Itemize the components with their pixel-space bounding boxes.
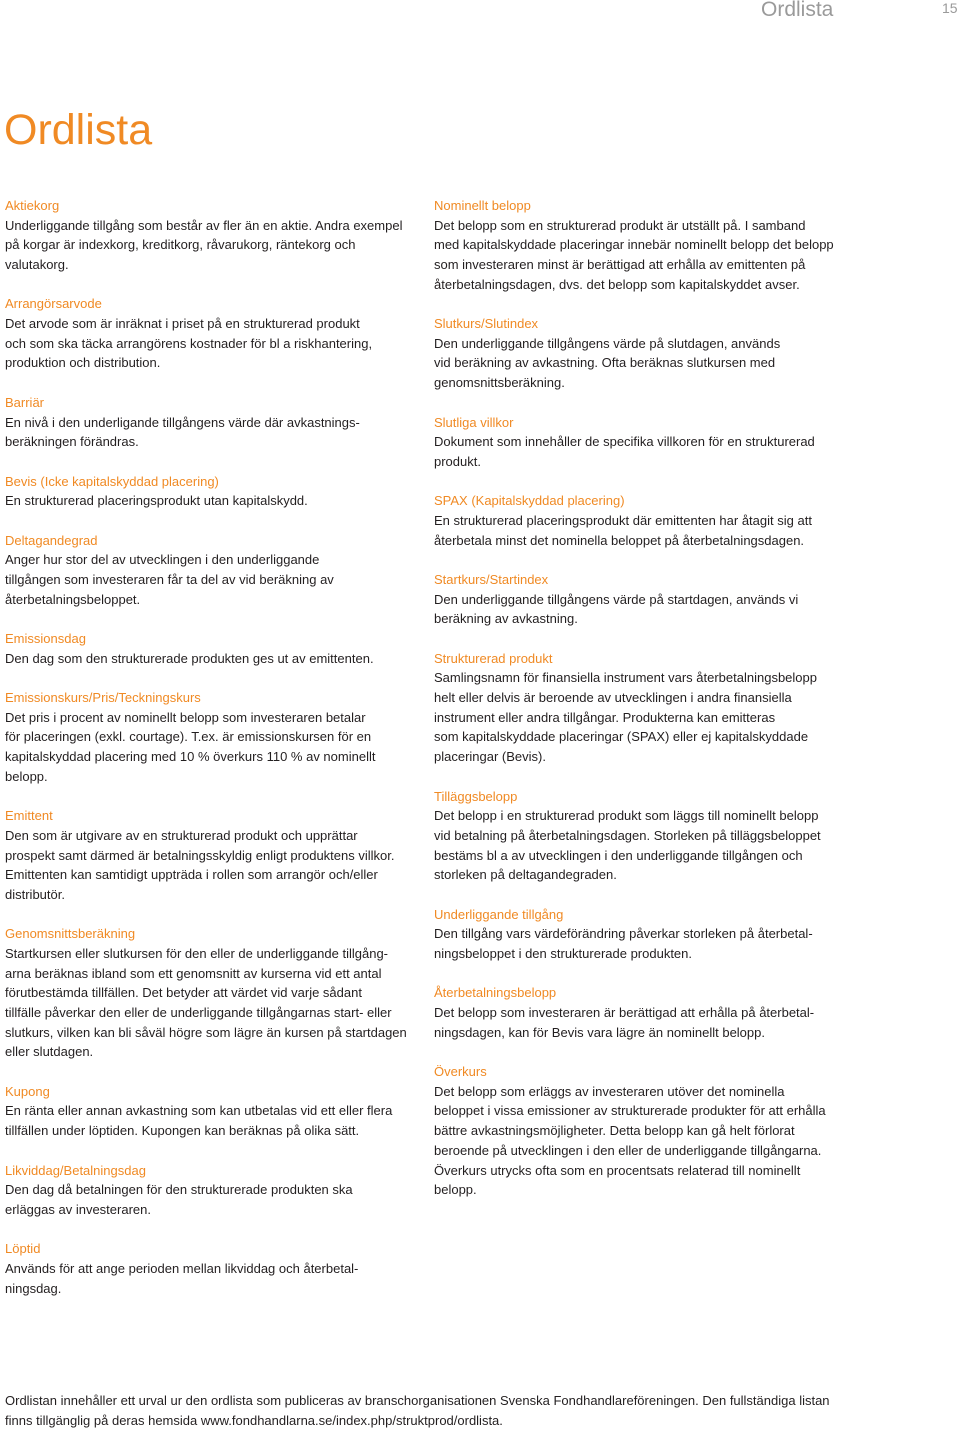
glossary-entry bbox=[434, 649, 954, 767]
entry-text-line: ningsdagen, kan för Bevis vara lägre än nominellt belopp. bbox=[434, 1024, 765, 1040]
entry-term: Barriär bbox=[5, 394, 45, 410]
entry-text-line: Det belopp i en strukturerad produkt som läggs till nominellt belopp bbox=[434, 808, 819, 824]
entry-text-line: Den som är utgivare av en strukturerad produkt och upprättar bbox=[5, 827, 358, 843]
entry-text-line: belopp. bbox=[5, 768, 48, 784]
glossary-entry bbox=[5, 629, 423, 668]
glossary-entry bbox=[5, 393, 423, 452]
entry-text-line: Det belopp som en strukturerad produkt är utställt på. I samband bbox=[434, 217, 806, 233]
entry-term: Startkurs/Startindex bbox=[434, 572, 549, 587]
glossary-right-column bbox=[434, 196, 954, 1220]
entry-text-line: Det belopp som erläggs av investeraren utöver det nominella bbox=[434, 1083, 785, 1099]
entry-term: Nominellt belopp bbox=[434, 198, 531, 213]
entry-text-line: tillfällen under löptiden. Kupongen kan beräknas på olika sätt. bbox=[5, 1123, 360, 1139]
page-number: 15 bbox=[942, 0, 958, 16]
entry-text-line: och som ska täcka arrangörens kostnader för bl a riskhantering, bbox=[5, 335, 373, 351]
entry-text-line: förutbestämda tillfällen. Det betyder att värdet vid varje sådant bbox=[5, 985, 362, 1001]
glossary-entry bbox=[434, 570, 954, 629]
entry-text-line: valutakorg. bbox=[5, 257, 69, 273]
glossary-entry bbox=[5, 806, 423, 904]
entry-text-line: Det pris i procent av nominellt belopp som investeraren betalar bbox=[5, 709, 366, 725]
footer-line: Ordlistan innehåller ett urval ur den ordlista som publiceras av branschorganisationen Svenska Fondhandlareföreningen. Den fullständiga listan bbox=[5, 1393, 830, 1408]
entry-text-line: som kapitalskyddade placeringar (SPAX) eller ej kapitalskyddade bbox=[434, 729, 809, 745]
entry-text-line: belopp. bbox=[434, 1182, 477, 1198]
glossary-entry bbox=[434, 787, 954, 885]
entry-text-line: beloppet i vissa emissioner av strukturerade produkter för att erhålla bbox=[434, 1103, 826, 1119]
entry-term: Bevis (Icke kapitalskyddad placering) bbox=[5, 473, 219, 489]
entry-text-line: Underliggande tillgång som består av fler än en aktie. Andra exempel bbox=[5, 217, 403, 233]
entry-term: Återbetalningsbelopp bbox=[434, 985, 557, 1001]
entry-text-line: Används för att ange perioden mellan likviddag och återbetal- bbox=[5, 1260, 359, 1276]
entry-text-line: Det arvode som är inräknat i priset på en strukturerad produkt bbox=[5, 316, 360, 332]
entry-term: Deltagandegrad bbox=[5, 532, 98, 548]
entry-text-line: erläggas av investeraren. bbox=[5, 1201, 151, 1217]
entry-text-line: slutkurs, vilken kan bli såväl högre som lägre än kursen på startdagen bbox=[5, 1024, 407, 1040]
glossary-entry bbox=[5, 196, 423, 275]
entry-text-line: beräkning av avkastning. bbox=[434, 611, 578, 627]
footer-note bbox=[5, 1391, 955, 1430]
entry-text-line: tillfälle påverkar den eller de underliggande tillgångarnas start- eller bbox=[5, 1005, 392, 1021]
entry-text-line: placeringar (Bevis). bbox=[434, 749, 546, 765]
entry-term: Aktiekorg bbox=[5, 198, 60, 213]
entry-text-line: på korgar är indexkorg, kreditkorg, råvarukorg, räntekorg och bbox=[5, 237, 356, 253]
footer-line: finns tillgänglig på deras hemsida www.fondhandlarna.se/index.php/struktprod/ordlista. bbox=[5, 1412, 503, 1428]
entry-text-line: återbetalningsdagen, dvs. det belopp som kapitalskyddet avser. bbox=[434, 276, 800, 292]
entry-term: SPAX (Kapitalskyddad placering) bbox=[434, 493, 625, 509]
glossary-entry bbox=[434, 491, 954, 550]
entry-text-line: Samlingsnamn för finansiella instrument vars återbetalningsbelopp bbox=[434, 670, 817, 686]
entry-text-line: Emittenten kan samtidigt uppträda i rollen som arrangör och/eller bbox=[5, 867, 378, 883]
entry-text-line: Den underliggande tillgångens värde på slutdagen, används bbox=[434, 335, 781, 351]
entry-text-line: vid betalning på återbetalningsdagen. Storleken på tilläggsbeloppet bbox=[434, 827, 821, 843]
entry-text-line: eller slutdagen. bbox=[5, 1044, 94, 1060]
entry-text-line: En ränta eller annan avkastning som kan utbetalas vid ett eller flera bbox=[5, 1103, 393, 1119]
entry-text-line: genomsnittsberäkning. bbox=[434, 375, 565, 391]
entry-term: Strukturerad produkt bbox=[434, 650, 553, 666]
entry-text-line: beräkningen förändras. bbox=[5, 434, 139, 450]
entry-text-line: ningsdag. bbox=[5, 1280, 62, 1296]
entry-term: Genomsnittsberäkning bbox=[5, 926, 136, 942]
entry-text-line: med kapitalskyddade placeringar innebär nominellt belopp det belopp bbox=[434, 237, 834, 253]
entry-text-line: produkt. bbox=[434, 453, 481, 469]
entry-term: Kupong bbox=[5, 1083, 50, 1099]
entry-text-line: vid beräkning av avkastning. Ofta beräknas slutkursen med bbox=[434, 355, 776, 371]
entry-term: Arrangörsarvode bbox=[5, 296, 102, 312]
entry-term: Emissionsdag bbox=[5, 631, 86, 647]
glossary-entry bbox=[5, 1161, 423, 1220]
entry-term: Tilläggsbelopp bbox=[434, 788, 518, 804]
glossary-left-column bbox=[5, 196, 423, 1318]
entry-term: Emissionskurs/Pris/Teckningskurs bbox=[5, 690, 201, 706]
entry-text-line: Anger hur stor del av utvecklingen i den underliggande bbox=[5, 552, 320, 568]
entry-text-line: instrument eller andra tillgångar. Produkterna kan emitteras bbox=[434, 709, 776, 725]
glossary-entry bbox=[434, 905, 954, 964]
entry-term: Slutliga villkor bbox=[434, 414, 514, 430]
entry-text-line: för placeringen (exkl. courtage). T.ex. är emissionskursen för en bbox=[5, 729, 372, 745]
entry-text-line: storleken på deltagandegraden. bbox=[434, 867, 617, 883]
entry-text-line: bättre avkastningsmöjligheter. Detta belopp kan gå helt förlorat bbox=[434, 1123, 795, 1139]
entry-text-line: helt eller delvis är beroende av utvecklingen i andra finansiella bbox=[434, 690, 792, 706]
entry-text-line: Det belopp som investeraren är berättigad att erhålla på återbetal- bbox=[434, 1005, 815, 1021]
glossary-entry bbox=[5, 924, 423, 1062]
entry-text-line: produktion och distribution. bbox=[5, 355, 161, 371]
entry-text-line: En nivå i den underligande tillgångens värde där avkastnings- bbox=[5, 414, 360, 430]
glossary-entry bbox=[5, 688, 423, 786]
entry-text-line: Dokument som innehåller de specifika villkoren för en strukturerad bbox=[434, 434, 815, 450]
glossary-entry bbox=[434, 413, 954, 472]
entry-text-line: arna beräknas ibland som ett genomsnitt av kurserna vid ett antal bbox=[5, 965, 382, 981]
entry-text-line: distributör. bbox=[5, 886, 65, 902]
entry-text-line: Den dag då betalningen för den strukturerade produkten ska bbox=[5, 1182, 353, 1198]
entry-text-line: beroende på utvecklingen i den eller de underliggande tillgångarna. bbox=[434, 1142, 822, 1158]
entry-text-line: En strukturerad placeringsprodukt utan kapitalskydd. bbox=[5, 493, 308, 509]
glossary-entry bbox=[434, 983, 954, 1042]
glossary-entry bbox=[5, 1082, 423, 1141]
glossary-entry bbox=[434, 196, 954, 294]
entry-term: Emittent bbox=[5, 808, 53, 824]
entry-term: Likviddag/Betalningsdag bbox=[5, 1162, 146, 1178]
entry-term: Underliggande tillgång bbox=[434, 906, 564, 922]
glossary-entry bbox=[5, 294, 423, 373]
entry-text-line: Den dag som den strukturerade produkten ges ut av emittenten. bbox=[5, 650, 374, 666]
glossary-entry bbox=[5, 531, 423, 610]
page-title: Ordlista bbox=[4, 106, 153, 154]
glossary-entry bbox=[5, 1239, 423, 1298]
entry-text-line: Den underliggande tillgångens värde på startdagen, används vi bbox=[434, 591, 799, 607]
glossary-entry bbox=[434, 1062, 954, 1200]
running-header-title: Ordlista bbox=[761, 0, 834, 21]
entry-text-line: Den tillgång vars värdeförändring påverkar storleken på återbetal- bbox=[434, 926, 813, 942]
entry-text-line: kapitalskyddad placering med 10 % överkurs 110 % av nominellt bbox=[5, 749, 376, 765]
entry-text-line: Startkursen eller slutkursen för den eller de underliggande tillgång- bbox=[5, 946, 388, 961]
entry-text-line: tillgången som investeraren får ta del av vid beräkning av bbox=[5, 572, 334, 587]
glossary-entry bbox=[434, 314, 954, 393]
entry-text-line: En strukturerad placeringsprodukt där emittenten har åtagit sig att bbox=[434, 512, 812, 528]
entry-text-line: återbetalningsbeloppet. bbox=[5, 591, 141, 607]
entry-text-line: ningsbeloppet i den strukturerade produkten. bbox=[434, 946, 693, 962]
entry-text-line: återbetala minst det nominella beloppet på återbetalningsdagen. bbox=[434, 532, 805, 548]
entry-term: Överkurs bbox=[434, 1064, 487, 1080]
entry-term: Slutkurs/Slutindex bbox=[434, 316, 539, 332]
glossary-entry bbox=[5, 472, 423, 511]
entry-text-line: bestäms bl a av utvecklingen i den underliggande tillgången och bbox=[434, 847, 803, 863]
entry-term: Löptid bbox=[5, 1241, 41, 1257]
entry-text-line: prospekt samt därmed är betalningsskyldig enligt produktens villkor. bbox=[5, 847, 395, 863]
entry-text-line: Överkurs utrycks ofta som en procentsats relaterad till nominellt bbox=[434, 1162, 801, 1178]
entry-text-line: som investeraren minst är berättigad att erhålla av emittenten på bbox=[434, 257, 806, 273]
